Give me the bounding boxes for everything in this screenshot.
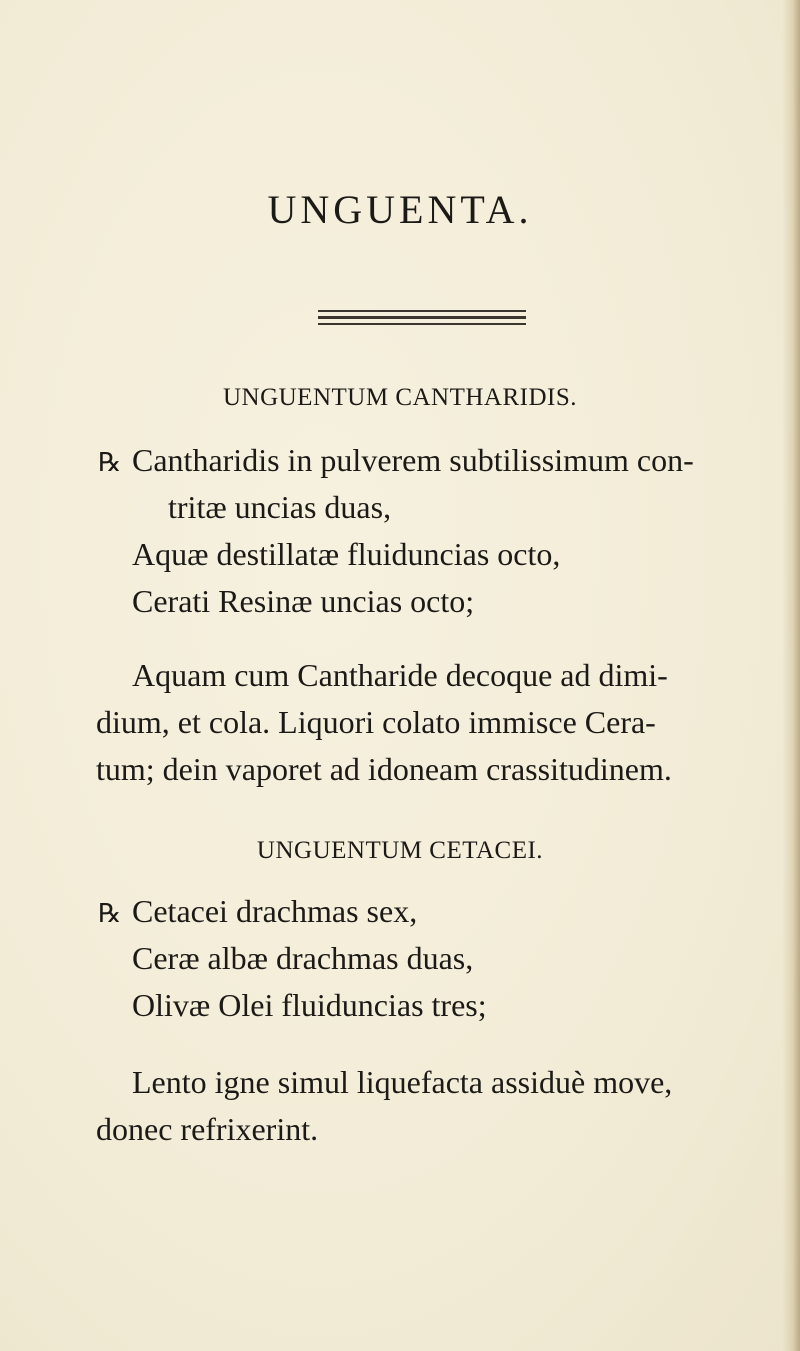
ingredient-line: Cerati Resinæ uncias octo; bbox=[132, 583, 475, 619]
instruction-line: dium, et cola. Liquori colato immisce Cera- bbox=[96, 704, 656, 740]
instruction-line: tum; dein vaporet ad idoneam crassitudinem. bbox=[96, 751, 672, 787]
ingredient-line: Cantharidis in pulverem subtilissimum con- bbox=[132, 442, 694, 478]
instruction-line: Lento igne simul liquefacta assiduè move, bbox=[132, 1064, 673, 1100]
ingredient-line: Olivæ Olei fluiduncias tres; bbox=[132, 987, 487, 1023]
instruction-line: Aquam cum Cantharide decoque ad dimi- bbox=[132, 657, 668, 693]
recipe-symbol: ℞ bbox=[98, 448, 122, 477]
recipe-symbol: ℞ bbox=[98, 899, 122, 928]
section-heading-cetacei: UNGUENTUM CETACEI. bbox=[256, 837, 544, 864]
ingredient-line: Cetacei drachmas sex, bbox=[132, 893, 418, 929]
title-rule-middle bbox=[318, 316, 526, 319]
page-title: UNGUENTA. bbox=[267, 187, 533, 232]
ingredient-line: Ceræ albæ drachmas duas, bbox=[132, 940, 474, 976]
title-rule-top bbox=[318, 310, 526, 312]
title-rule-bottom bbox=[318, 323, 526, 325]
ingredient-line: tritæ uncias duas, bbox=[168, 489, 392, 525]
ingredient-line: Aquæ destillatæ fluiduncias octo, bbox=[132, 536, 561, 572]
instruction-line: donec refrixerint. bbox=[96, 1111, 319, 1147]
section-heading-cantharidis: UNGUENTUM CANTHARIDIS. bbox=[222, 384, 578, 411]
